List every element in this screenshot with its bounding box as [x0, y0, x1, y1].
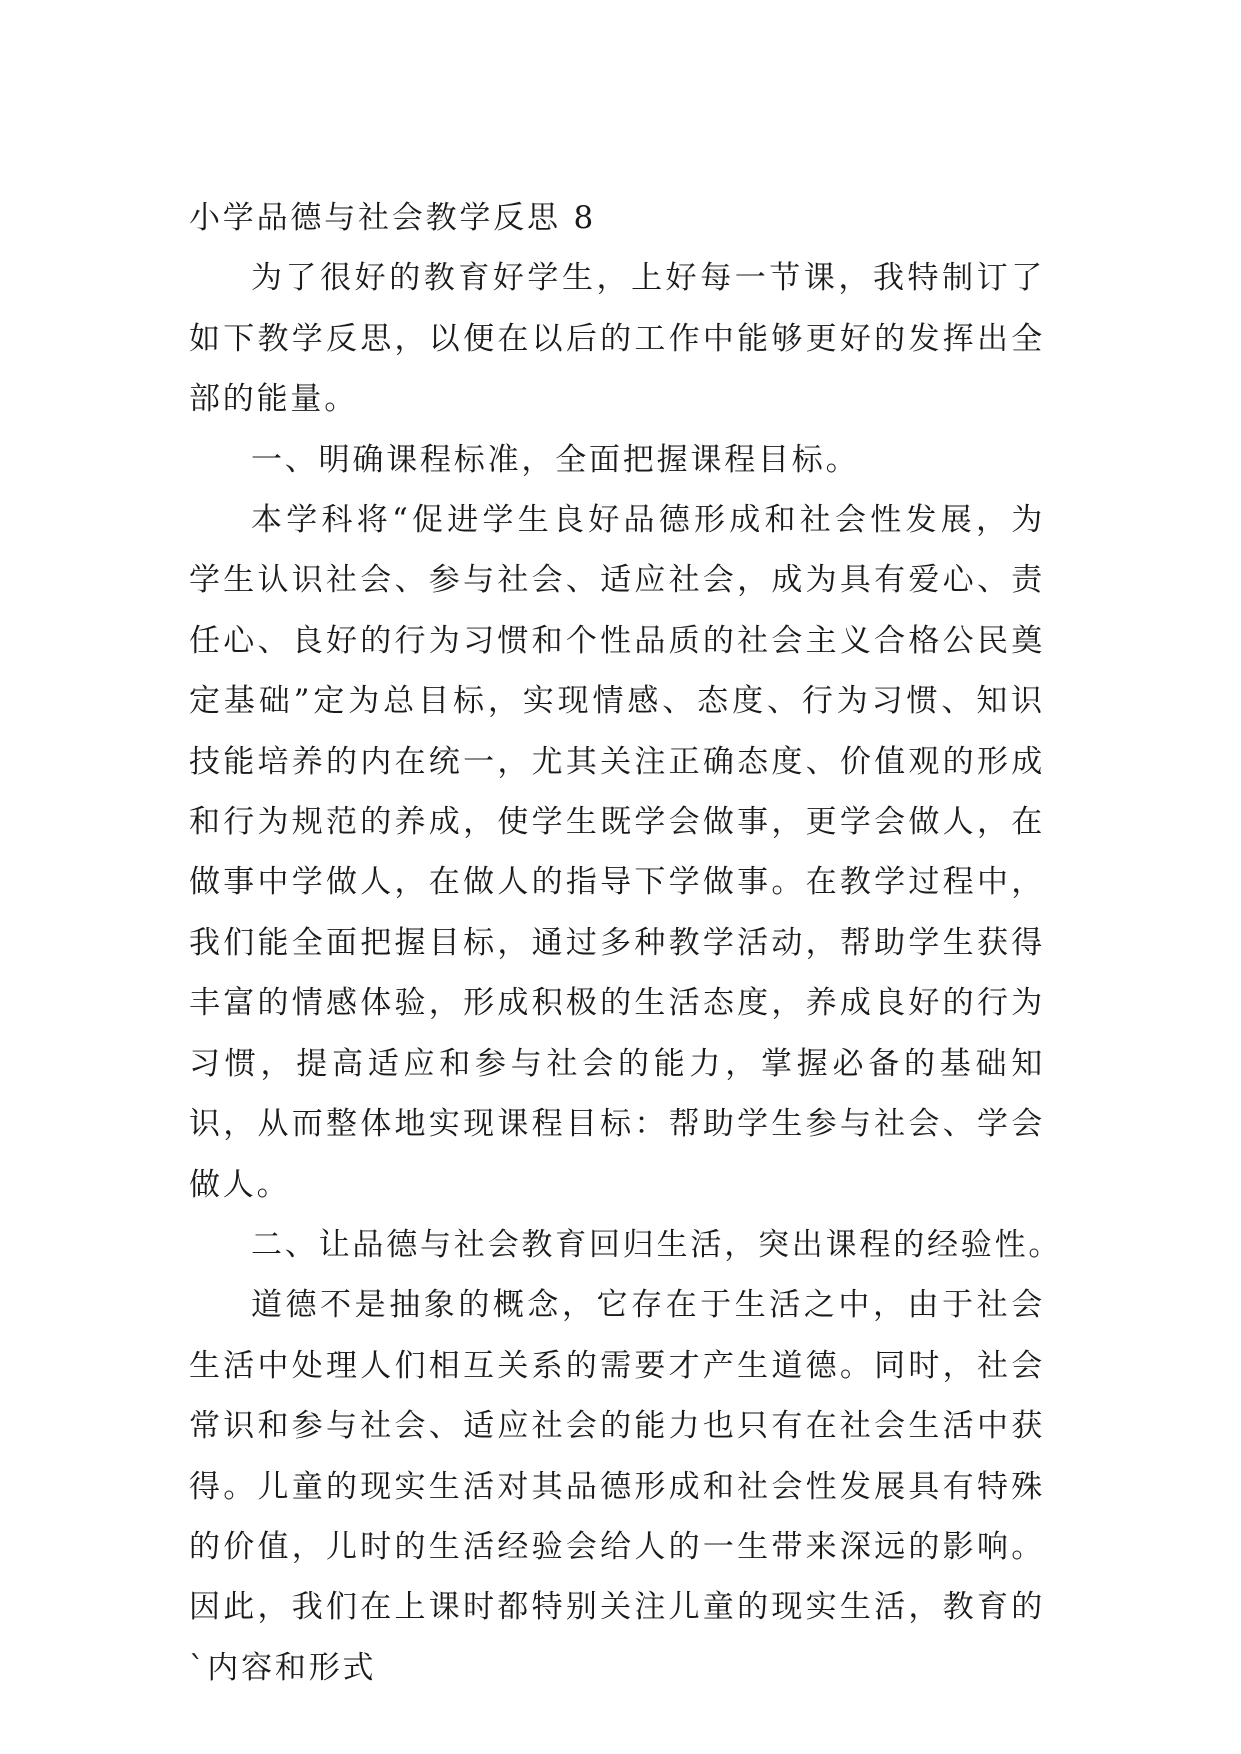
section-heading-2: 二、让品德与社会教育回归生活，突出课程的经验性。: [251, 1226, 1063, 1263]
document-title: 小学品德与社会教学反思 8: [189, 200, 596, 236]
document-body: [189, 188, 1063, 1698]
section-heading-1: 一、明确课程标准，全面把握课程目标。: [251, 441, 860, 478]
intro-paragraph: 为了很好的教育好学生，上好每一节课，我特制订了如下教学反思，以便在以后的工作中能够更好的发挥出全部的能量。: [189, 260, 1045, 418]
section-1-paragraph: 本学科将“促进学生良好品德形成和社会性发展，为学生认识社会、参与社会、适应社会，成为具有爱心、责任心、良好的行为习惯和个性品质的社会主义合格公民奠定基础”定为总目标，实现情感、态度、行为习惯、知识技能培养的内在统一，尤其关注正确态度、价值观的形成和行为规范的养成，使学生既学会做事，更学会做人，在做事中学做人，在做人的指导下学做事。在教学过程中，我们能全面把握目标，通过多种教学活动，帮助学生获得丰富的情感体验，形成积极的生活态度，养成良好的行为习惯，提高适应和参与社会的能力，掌握必备的基础知识，从而整体地实现课程目标：帮助学生参与社会、学会做人。: [189, 502, 1045, 1203]
section-2-paragraph: 道德不是抽象的概念，它存在于生活之中，由于社会生活中处理人们相互关系的需要才产生道德。同时，社会常识和参与社会、适应社会的能力也只有在社会生活中获得。儿童的现实生活对其品德形成和社会性发展具有特殊的价值，儿时的生活经验会给人的一生带来深远的影响。因此，我们在上课时都特别关注儿童的现实生活，教育的`内容和形式: [189, 1287, 1045, 1686]
